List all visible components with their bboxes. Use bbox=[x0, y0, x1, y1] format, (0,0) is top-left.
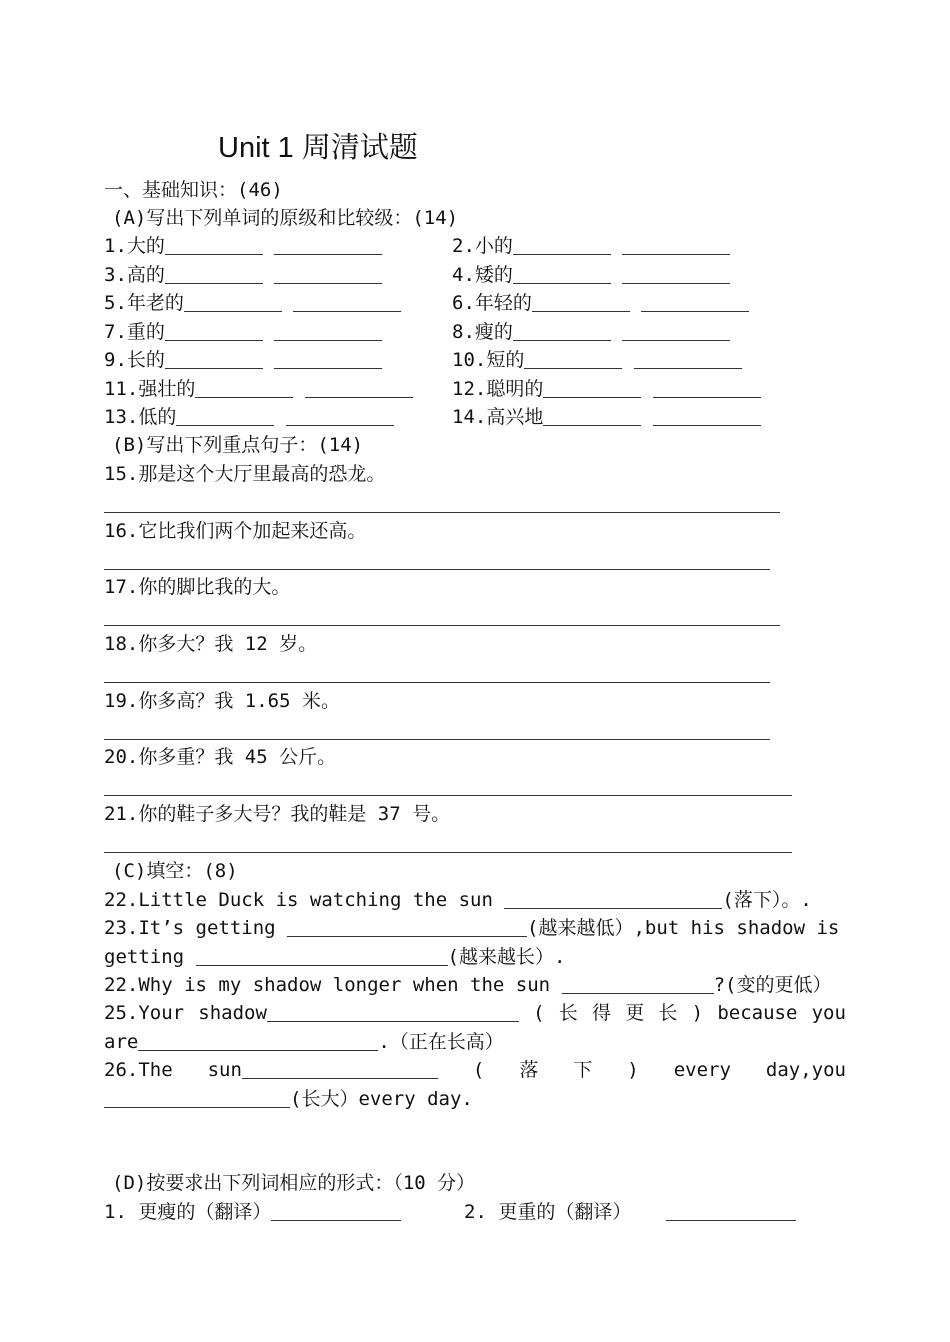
word-item: 14.高兴地 bbox=[452, 403, 761, 431]
answer-line bbox=[104, 569, 770, 570]
word-item: 8.瘦的 bbox=[452, 318, 730, 346]
answer-line bbox=[104, 625, 780, 626]
word-item: 5.年老的 bbox=[104, 289, 401, 317]
word-item: 6.年轻的 bbox=[452, 289, 749, 317]
word-item: 3.高的 bbox=[104, 261, 382, 289]
fill-item: (长大）every day. bbox=[104, 1085, 473, 1113]
word-item: 2.小的 bbox=[452, 232, 730, 260]
answer-line bbox=[104, 512, 780, 513]
word-item: 9.长的 bbox=[104, 346, 382, 374]
fill-item: 23.It’s getting (越来越低）,but his shadow is bbox=[104, 917, 840, 939]
answer-line bbox=[104, 739, 770, 740]
sentence-prompt: 21.你的鞋子多大号？我的鞋是 37 号。 bbox=[104, 803, 451, 825]
fill-item: are .（正在长高） bbox=[104, 1031, 504, 1053]
sentence-prompt: 15.那是这个大厅里最高的恐龙。 bbox=[104, 463, 386, 485]
part-d-heading: (D)按要求出下列词相应的形式：（10 分） bbox=[112, 1172, 476, 1194]
word-item: 10.短的 bbox=[452, 346, 742, 374]
answer-line bbox=[104, 682, 770, 683]
fill-item: 25.Your shadow ( 长 得 更 长 ) because you bbox=[104, 1002, 846, 1024]
word-item: 13.低的 bbox=[104, 403, 394, 431]
sentence-prompt: 16.它比我们两个加起来还高。 bbox=[104, 520, 367, 542]
page-title: Unit 1 周清试题 bbox=[218, 132, 418, 164]
fill-item: 22.Why is my shadow longer when the sun ?(变的更低） bbox=[104, 974, 832, 996]
word-item: 1.大的 bbox=[104, 232, 382, 260]
word-item: 12.聪明的 bbox=[452, 375, 761, 403]
answer-line bbox=[104, 852, 792, 853]
word-item: 7.重的 bbox=[104, 318, 382, 346]
part-b-heading: (B)写出下列重点句子：(14) bbox=[112, 434, 364, 456]
part-c-heading: (C)填空：(8) bbox=[112, 860, 238, 882]
answer-line bbox=[104, 795, 792, 796]
fill-item: getting (越来越长）. bbox=[104, 946, 566, 968]
sentence-prompt: 20.你多重？我 45 公斤。 bbox=[104, 746, 337, 768]
fill-item: 22.Little Duck is watching the sun (落下）。. bbox=[104, 889, 812, 911]
section-heading: 一、基础知识：(46) bbox=[104, 179, 283, 201]
translate-item: 2. 更重的（翻译） bbox=[464, 1198, 796, 1226]
word-item: 4.矮的 bbox=[452, 261, 730, 289]
sentence-prompt: 19.你多高？我 1.65 米。 bbox=[104, 690, 340, 712]
sentence-prompt: 18.你多大？我 12 岁。 bbox=[104, 633, 318, 655]
sentence-prompt: 17.你的脚比我的大。 bbox=[104, 576, 291, 598]
fill-item: 26.The sun ( 落 下 ) every day,you bbox=[104, 1059, 846, 1081]
word-item: 11.强壮的 bbox=[104, 375, 413, 403]
translate-item: 1. 更瘦的（翻译） bbox=[104, 1198, 401, 1226]
part-a-heading: (A)写出下列单词的原级和比较级：(14) bbox=[112, 207, 459, 229]
